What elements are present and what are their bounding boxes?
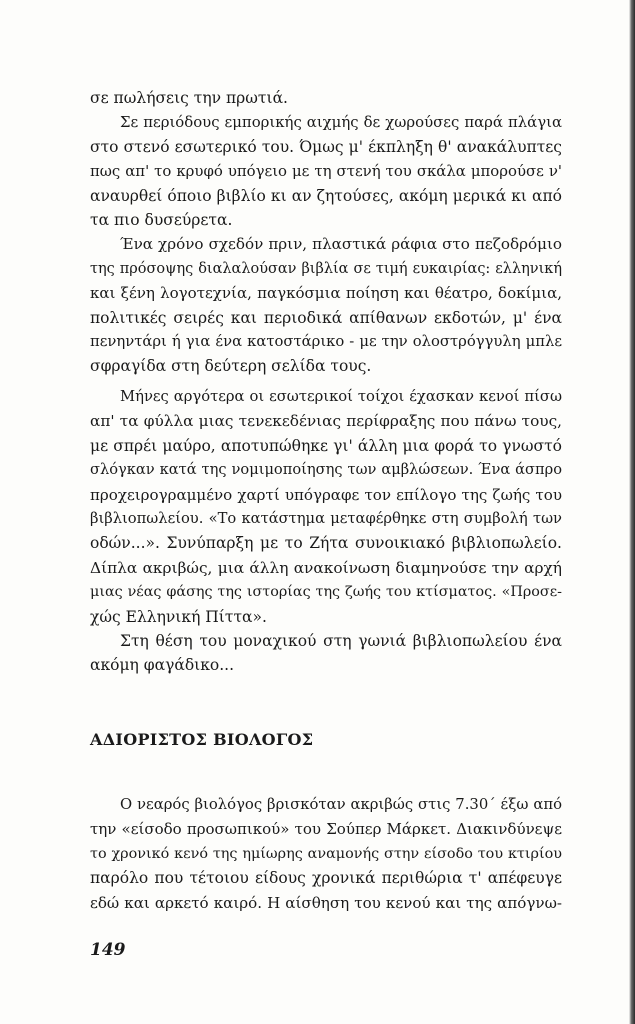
text-line: πολιτικές σειρές και περιοδικά απίθανων εκδοτών, μ' ένα <box>90 308 562 327</box>
text-line: της πρόσοψης διαλαλούσαν βιβλία σε τιμή ευκαιρίας: ελληνική <box>90 260 562 277</box>
text-line: πως απ' το κρυφό υπόγειο με τη στενή του σκάλα μπορούσε ν' <box>90 162 562 181</box>
page-number: 149 <box>90 940 126 960</box>
text-line: εδώ και αρκετό καιρό. Η αίσθηση του κενού και της απόγνω- <box>90 893 562 912</box>
text-line: βιβλιοπωλείου. «Το κατάστημα μεταφέρθηκε στη συμβολή των <box>90 509 562 527</box>
text-line: αναυρθεί όποιο βιβλίο κι αν ζητούσες, ακόμη μερικά κι από <box>90 186 562 205</box>
section-title: ΑΔΙΟΡΙΣΤΟΣ ΒΙΟΛΟΓΟΣ <box>90 730 314 749</box>
page-body <box>90 86 562 678</box>
text-line: παρόλο που τέτοιου είδους χρονικά περιθώρια τ' απέφευγε <box>90 869 562 888</box>
text-line: χώς Ελληνική Πίττα». <box>90 607 267 626</box>
paragraph-5 <box>90 629 562 678</box>
text-line: και ξένη λογοτεχνία, παγκόσμια ποίηση και θέατρο, δοκίμια, <box>90 284 562 303</box>
paragraph-1 <box>90 86 562 110</box>
text-line: τα πιο δυσεύρετα. <box>90 211 233 230</box>
text-line: την «είσοδο προσωπικού» του Σούπερ Μάρκετ. Διακινδύνεψε <box>90 820 562 839</box>
text-line: το χρονικό κενό της ημίωρης αναμονής στην είσοδο του κτιρίου <box>90 845 562 862</box>
text-line: στο στενό εσωτερικό του. Όμως μ' έκπληξη θ' ανακάλυπτες <box>90 137 562 156</box>
text-line: οδών...». Συνύπαρξη με το Ζήτα συνοικιακό βιβλιοπωλείο. <box>90 534 562 553</box>
text-line: προχειρογραμμένο χαρτί υπόγραφε τον επίλογο της ζωής του <box>90 485 562 504</box>
text-line: ακόμη φαγάδικο... <box>90 656 235 675</box>
text-line: σλόγκαν κατά της νομιμοποίησης των αμβλώσεων. Ένα άσπρο <box>90 461 562 479</box>
paragraph-2 <box>90 110 562 232</box>
text-line: Στη θέση του μοναχικού στη γωνιά βιβλιοπωλείου ένα <box>120 631 562 650</box>
section-body <box>90 793 562 915</box>
text-line: Ένα χρόνο σχεδόν πριν, πλαστικά ράφια στο πεζοδρόμιο <box>120 235 562 254</box>
paragraph-6 <box>90 793 562 915</box>
text-line: Δίπλα ακριβώς, μια άλλη ανακοίνωση διαμηνούσε την αρχή <box>90 558 562 577</box>
text-line: με σπρέι μαύρο, αποτυπώθηκε γι' άλλη μια φορά το γνωστό <box>90 436 562 455</box>
text-line: απ' τα φύλλα μιας τενεκεδένιας περίφραξης που πάνω τους, <box>90 412 562 431</box>
page-edge-shadow <box>629 0 635 1024</box>
text-line: πενηντάρι ή για ένα κατοστάρικο - με την ολοστρόγγυλη μπλε <box>90 333 562 351</box>
text-line: Σε περιόδους εμπορικής αιχμής δε χωρούσες παρά πλάγια <box>120 113 562 132</box>
text-line: Ο νεαρός βιολόγος βρισκόταν ακριβώς στις 7.30΄ έξω από <box>120 796 562 813</box>
text-line: μιας νέας φάσης της ιστορίας της ζωής του κτίσματος. «Προσε- <box>90 584 562 601</box>
text-line: σφραγίδα στη δεύτερη σελίδα τους. <box>90 357 372 376</box>
paragraph-3 <box>90 232 562 378</box>
text-line: σε πωλήσεις την πρωτιά. <box>90 89 288 107</box>
text-line: Μήνες αργότερα οι εσωτερικοί τοίχοι έχασκαν κενοί πίσω <box>120 387 562 405</box>
paragraph-4 <box>90 385 562 629</box>
